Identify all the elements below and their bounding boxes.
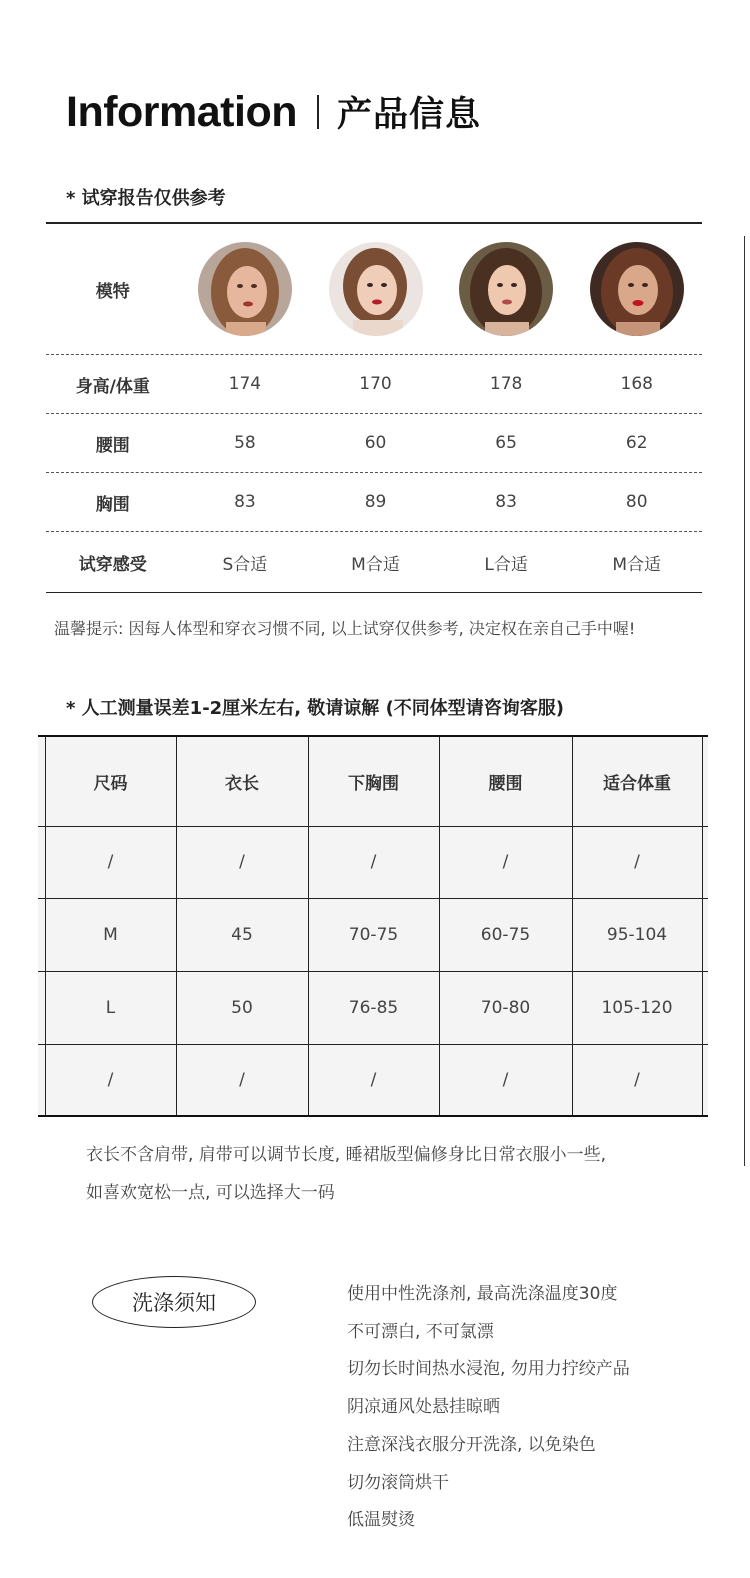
wash-item: 注意深浅衣服分开洗涤, 以免染色: [347, 1434, 596, 1455]
header-cell: 尺码: [45, 736, 176, 826]
row-label: 胸围: [95, 494, 130, 515]
washing-instructions: [347, 1276, 630, 1540]
size-cell: L: [45, 971, 176, 1044]
note-line: 如喜欢宽松一点, 可以选择大一码: [86, 1183, 335, 1203]
header-cell: 衣长: [176, 736, 308, 826]
size-row: [38, 898, 708, 971]
model-label: 模特: [95, 281, 130, 302]
size-cell: 105-120: [572, 971, 702, 1044]
cell-value: 178: [489, 374, 523, 394]
fit-feel-row: [46, 532, 702, 592]
cell-value: 65: [495, 433, 517, 453]
size-cell: /: [572, 826, 702, 898]
size-cell: 70-75: [308, 898, 439, 971]
size-cell: /: [572, 1044, 702, 1116]
washing-badge: 洗涤须知: [92, 1276, 256, 1328]
wash-item: 切勿长时间热水浸泡, 勿用力拧绞产品: [347, 1359, 630, 1380]
fit-tip: 温馨提示: 因每人体型和穿衣习惯不同, 以上试穿仅供参考, 决定权在亲自己手中喔!: [54, 619, 636, 638]
wash-item: 切勿滚筒烘干: [347, 1472, 449, 1493]
row-label: 试穿感受: [78, 554, 147, 575]
size-cell: /: [176, 1044, 308, 1116]
note-line: 衣长不含肩带, 肩带可以调节长度, 睡裙版型偏修身比日常衣服小一些,: [86, 1145, 607, 1165]
size-cell: /: [308, 1044, 439, 1116]
model-avatar: [590, 242, 684, 336]
size-cell: 70-80: [439, 971, 572, 1044]
title-cn: 产品信息: [336, 95, 481, 135]
chest-row: [46, 473, 702, 532]
size-cell: 76-85: [308, 971, 439, 1044]
model-avatar: [198, 242, 292, 336]
waist-row: [46, 414, 702, 473]
model-photo-2: [310, 242, 441, 336]
size-chart-table: [38, 735, 708, 1117]
cell-value: 89: [364, 492, 387, 512]
size-cell: /: [439, 826, 572, 898]
cell-value: L合适: [484, 554, 528, 575]
size-cell: 45: [176, 898, 308, 971]
row-label: 腰围: [95, 435, 130, 456]
size-cell: /: [176, 826, 308, 898]
side-rule: [744, 236, 745, 1166]
size-cell: /: [308, 826, 439, 898]
wash-item: 阴凉通风处悬挂晾晒: [347, 1397, 500, 1418]
cell-value: 58: [234, 433, 256, 453]
cell-value: 80: [625, 492, 648, 512]
model-row: [46, 224, 702, 355]
wash-item: 不可漂白, 不可氯漂: [347, 1321, 494, 1342]
cell-value: 168: [620, 374, 653, 394]
wash-item: 使用中性洗涤剂, 最高洗涤温度30度: [347, 1284, 618, 1304]
size-cell: /: [439, 1044, 572, 1116]
model-avatar: [329, 242, 423, 336]
size-cell: /: [45, 826, 176, 898]
title-divider: [317, 95, 319, 129]
title-en: Information: [66, 87, 297, 136]
header-cell: 腰围: [439, 736, 572, 826]
fit-report-table: [46, 222, 702, 593]
size-cell: /: [45, 1044, 176, 1116]
size-header-row: [38, 736, 708, 826]
model-photo-3: [441, 242, 572, 336]
size-cell: 60-75: [439, 898, 572, 971]
cell-value: M合适: [612, 554, 662, 575]
cell-value: 60: [364, 433, 387, 453]
fit-report-title: * 试穿报告仅供参考: [66, 188, 226, 209]
size-chart-title: * 人工测量误差1-2厘米左右, 敬请谅解 (不同体型请咨询客服): [66, 698, 565, 719]
model-photo-1: [180, 242, 311, 336]
page-header: [66, 86, 481, 138]
cell-value: 174: [228, 374, 262, 394]
size-row: [38, 971, 708, 1044]
cell-value: 83: [495, 492, 517, 512]
row-label: 身高/体重: [75, 376, 150, 397]
wash-item: 低温熨烫: [347, 1510, 415, 1531]
header-cell: 适合体重: [572, 736, 702, 826]
cell-value: M合适: [351, 554, 400, 575]
header-cell: 下胸围: [308, 736, 439, 826]
size-row: [38, 1044, 708, 1116]
cell-value: S合适: [222, 554, 268, 575]
size-cell: 50: [176, 971, 308, 1044]
size-row: [38, 826, 708, 898]
size-cell: 95-104: [572, 898, 702, 971]
cell-value: 170: [359, 374, 392, 394]
model-avatar: [459, 242, 553, 336]
cell-value: 83: [234, 492, 256, 512]
size-cell: M: [45, 898, 176, 971]
cell-value: 62: [625, 433, 648, 453]
height-weight-row: [46, 355, 702, 414]
model-photo-4: [571, 242, 702, 336]
size-notes: [86, 1136, 606, 1212]
